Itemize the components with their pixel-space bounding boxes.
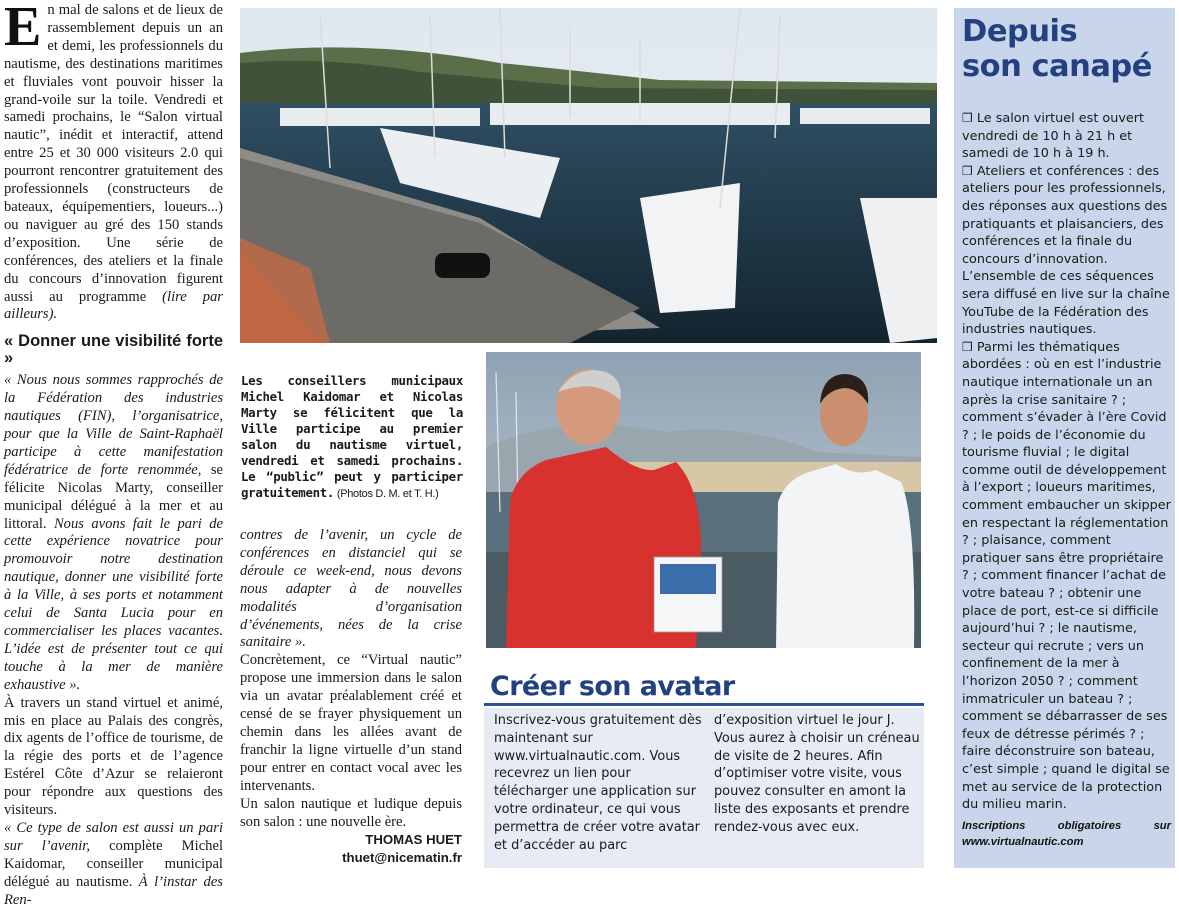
registration-url[interactable]: www.virtualnautic.com xyxy=(962,836,1084,848)
checkbox-square-icon: ❒ xyxy=(962,111,973,125)
subheading: « Donner une visibilité forte » xyxy=(4,332,223,368)
avatar-section-header xyxy=(484,673,924,709)
sidebar-title: Depuis son canapé xyxy=(962,14,1152,84)
quote-paragraph: « Nous nous sommes rapprochés de la Fédération des industries nautiques (FIN), l’organisatrice, pour que la Ville de Saint-Raphaël participe à cette manifestation fédératrice de forte renommée, se félicite Nicolas Marty, conseiller municipal délégué à la mer et au littoral. Nous avons fait le pari de cette expérience novatrice pour promouvoir notre destination nautique, donner une visibilité forte à la Ville, à ses ports et notamment celui de Santa Lucia pour en commercialiser les places vacantes. L’idée est de présenter tout ce qui touche à la mer de manière exhaustive ». xyxy=(4,372,223,693)
avatar-text-left: Inscrivez-vous gratuitement dès maintenant sur www.virtualnautic.com. Vous recevrez un lien pour télécharger une application sur votre ordinateur, ce qui vous permettra de créer votre avatar et d’accéder au parc xyxy=(494,713,702,853)
registration-note: Inscriptions obligatoires sur www.virtualnautic.com xyxy=(962,820,1171,848)
sidebar-item: ❒ Parmi les thématiques abordées : où en est l’industrie nautique internationale un an après la crise sanitaire ? ; comment s’évader à l’ère Covid ? ; le poids de l’économie du tourisme fluvial ; le digital comme outil de développement à l’export ; loueurs maritimes, comment embaucher un skipper en respectant la réglementation ? ; plaisance, comment pratiquer sans être propriétaire ? ; comment financer l’achat de votre bateau ? ; obtenir une place de port, est-ce si difficile aujourd’hui ? ; le nautisme, secteur qui recrute ; vers un confinement de la mer à l’horizon 2050 ? ; comment immatriculer un bateau ? ; comment se débarrasser de ses feux de détresse périmés ? ; faire déconstruire son bateau, c’est simple ; quand le digital se met au service de la protection du milieu marin. xyxy=(962,339,1171,813)
closing-paragraph: Un salon nautique et ludique depuis son salon : une nouvelle ère. xyxy=(240,795,462,830)
avatar-text-right: d’exposition virtuel le jour J. Vous aurez à choisir un créneau de visite de 2 heures. Afin d’optimiser votre visite, vous pouvez consulter en amont la liste des exposants et prendre rendez-vous avec eux. xyxy=(714,713,920,835)
marina-photo xyxy=(240,8,937,343)
councillors-photo xyxy=(482,348,925,650)
stand-paragraph: À travers un stand virtuel et animé, mis en place au Palais des congrès, dix agents de l’office de tourisme, de la régie des ports et de l’agence Estérel Côte d’Azur se relaieront pour répondre aux questions des visiteurs. xyxy=(4,694,223,819)
article-column-1 xyxy=(4,2,223,910)
photo-credit: (Photos D. M. et T. H.) xyxy=(334,488,439,500)
author-name: THOMAS HUET xyxy=(365,832,462,848)
concept-paragraph: Concrètement, ce “Virtual nautic” propose une immersion dans le salon via un avatar préalablement créé et censé de se frayer physiquement un chemin dans les allées avant de franchir la ligne virtuelle d’un stand pour entrer en contact vocal avec les intervenants. xyxy=(240,652,462,794)
sidebar-item: ❒ Ateliers et conférences : des ateliers pour les professionnels, des réponses aux questions des pratiquants et plaisanciers, des conférences et la finale du concours d’innovation. L’ensemble de ces séquences sera diffusé en live sur la chaîne YouTube de la Fédération des industries nautiques. xyxy=(962,163,1170,338)
sidebar-body xyxy=(962,110,1171,814)
sidebar-box xyxy=(954,8,1175,868)
checkbox-square-icon: ❒ xyxy=(962,163,973,178)
author-email[interactable]: thuet@nicematin.fr xyxy=(342,850,462,866)
checkbox-square-icon: ❒ xyxy=(962,339,973,354)
article-column-2 xyxy=(240,527,462,867)
photo-caption: Les conseillers municipaux Michel Kaidomar et Nicolas Marty se félicitent que la Ville participe au premier salon du nautisme virtuel, vendredi et samedi prochains. Le “public” peut y participer gratuitement. (Photos D. M. et T. H.) xyxy=(241,373,463,500)
sidebar-item: ❒ Le salon virtuel est ouvert vendredi de 10 h à 21 h et samedi de 10 h à 19 h. xyxy=(962,111,1145,162)
avatar-section-title: Créer son avatar xyxy=(490,671,735,702)
dropcap: E xyxy=(4,0,42,58)
title-underline xyxy=(484,703,924,706)
quote2-paragraph: « Ce type de salon est aussi un pari sur l’avenir, complète Michel Kaidomar, conseiller municipal délégué au nautisme. À l’instar des Ren- xyxy=(4,819,224,908)
avatar-info-box xyxy=(484,708,924,868)
quote-continuation: contres de l’avenir, un cycle de conférences en distanciel qui se déroule ce week-end, nous devons nous adapter à de nouvelles modalités d’organisation d’événements, nées de la crise sanitaire ». xyxy=(240,527,462,651)
intro-paragraph: En mal de salons et de lieux de rassemblement depuis un an et demi, les professionnels du nautisme, des destinations maritimes et fluviales vont pouvoir hisser la grand-voile sur la toile. Vendredi et samedi prochains, le “Salon virtual nautic”, inédit et interactif, attend entre 25 et 30 000 visiteurs 2.0 qui pourront rencontrer gratuitement des professionnels (constructeurs de bateaux, équipementiers, loueurs...) ou naviguer au gré des 150 stands d’exposition. Une série de conférences, des ateliers et la finale du concours d’innovation figurent aussi au programme (lire par ailleurs). xyxy=(4,0,223,323)
